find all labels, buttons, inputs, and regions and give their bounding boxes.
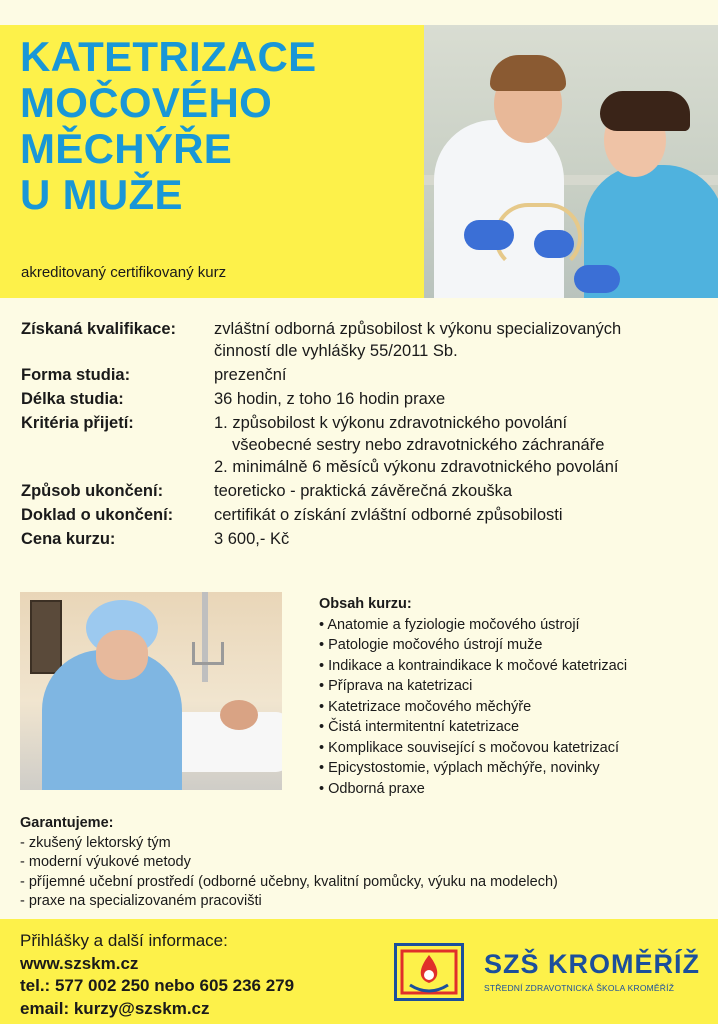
course-content-list [319,615,627,800]
subtitle: akreditovaný certifikovaný kurz [21,264,227,281]
guarantee-section [20,814,558,912]
title-line: MOČOVÉHO [20,79,273,126]
detail-line: všeobecné sestry nebo zdravotnického záchranáře [232,436,605,454]
training-photo [20,592,282,790]
detail-label: Způsob ukončení: [21,482,164,500]
list-item: • Odborná praxe [319,779,627,800]
detail-line: 2. minimálně 6 měsíců výkonu zdravotnického povolání [214,458,619,476]
detail-value [214,412,704,478]
contact-heading: Přihlášky a další informace: [20,931,228,950]
school-full-name: STŘEDNÍ ZDRAVOTNICKÁ ŠKOLA KROMĚŘÍŽ [484,983,675,993]
contact-info [20,930,294,1020]
school-name: SZŠ KROMĚŘÍŽ [484,949,701,979]
detail-line: zvláštní odborná způsobilost k výkonu specializovaných [214,320,622,338]
list-item: • Anatomie a fyziologie močového ústrojí [319,615,627,636]
detail-label: Kritéria přijetí: [21,414,134,432]
detail-row-completion [21,480,704,502]
list-item: - moderní výukové metody [20,853,558,873]
list-item: • Patologie močového ústrojí muže [319,635,627,656]
detail-label: Forma studia: [21,366,131,384]
detail-line: 1. způsobilost k výkonu zdravotnického povolání [214,414,568,432]
detail-value: certifikát o získání zvláštní odborné způsobilosti [214,506,563,524]
course-content-heading: Obsah kurzu: [319,596,412,612]
detail-label: Délka studia: [21,390,124,408]
detail-value: 36 hodin, z toho 16 hodin praxe [214,390,446,408]
course-details [21,318,704,552]
list-item: - příjemné učební prostředí (odborné učebny, kvalitní pomůcky, výuku na modelech) [20,873,558,893]
title-line: KATETRIZACE [20,33,317,80]
school-logo-icon [394,943,464,1001]
list-item: - praxe na specializovaném pracovišti [20,892,558,912]
guarantee-list [20,834,558,912]
email-link[interactable]: email: kurzy@szskm.cz [20,998,210,1018]
website-link[interactable]: www.szskm.cz [20,953,139,973]
list-item: • Indikace a kontraindikace k močové katetrizaci [319,656,627,677]
guarantee-heading: Garantujeme: [20,815,114,831]
course-content [319,594,627,799]
list-item: • Katetrizace močového měchýře [319,697,627,718]
detail-row-length [21,388,704,410]
list-item: • Epicystostomie, výplach měchýře, novinky [319,758,627,779]
phone-text: tel.: 577 002 250 nebo 605 236 279 [20,976,295,995]
detail-row-qualification [21,318,704,362]
detail-label: Získaná kvalifikace: [21,320,177,338]
title-line: MĚCHÝŘE [20,125,233,172]
title-line: U MUŽE [20,171,183,218]
detail-line: činností dle vyhlášky 55/2011 Sb. [214,342,458,360]
detail-row-form [21,364,704,386]
detail-row-criteria [21,412,704,478]
page-title [20,34,317,218]
footer [0,919,718,1024]
detail-value: teoreticko - praktická závěrečná zkouška [214,482,513,500]
detail-label: Doklad o ukončení: [21,506,174,524]
list-item: • Čistá intermitentní katetrizace [319,717,627,738]
detail-row-document [21,504,704,526]
detail-value: 3 600,- Kč [214,530,290,548]
list-item: • Komplikace související s močovou katetrizací [319,738,627,759]
list-item: - zkušený lektorský tým [20,834,558,854]
detail-value [214,318,704,362]
list-item: • Příprava na katetrizaci [319,676,627,697]
detail-value: prezenční [214,366,287,384]
nurses-photo [424,25,718,298]
detail-label: Cena kurzu: [21,530,116,548]
detail-row-price [21,528,704,550]
